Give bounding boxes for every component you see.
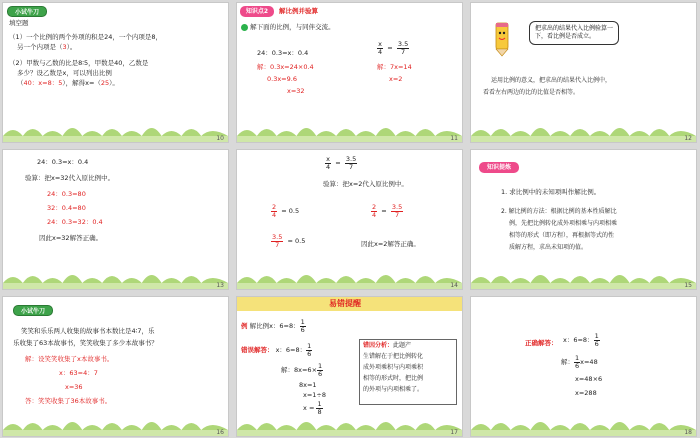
slide-11[interactable] <box>236 2 463 143</box>
wrong-answer-line: 错误解答： x：6=8： $\frac{1}{6}$ <box>241 342 312 358</box>
answer: 答：笑笑收集了36本故事书。 <box>25 397 112 405</box>
solution-2: x：63=4：7 <box>59 369 98 377</box>
right-solution-1: 解：7x=14 <box>377 63 412 71</box>
example-line: 例 解比例x：6=8： $\frac{1}{6}$ <box>241 318 305 334</box>
grass-decoration <box>471 265 696 283</box>
speech-bubble: 把求出的结果代入比例验算一 下，看比例是否成立。 <box>529 21 619 45</box>
point-2-line1: 2. 解比例的方法：根据比例的基本性质解比 <box>501 208 617 215</box>
grass-decoration <box>237 265 462 283</box>
correct-line-1: x：6=8： $\frac{1}{6}$ <box>563 332 599 348</box>
q2-line2: 多少？设乙数是x，可以列出比例 <box>17 69 112 77</box>
grass-decoration <box>3 265 228 283</box>
correct-line-3: x=48×6 <box>575 375 603 383</box>
equation: 24：0.3=x：0.4 <box>37 158 89 166</box>
point-2-line3: 相等的形式（即方程），再根据等式的性 <box>509 232 615 239</box>
slide-12[interactable] <box>470 2 697 143</box>
question-line2: 乐收集了63本故事书，笑笑收集了多少本故事书？ <box>13 339 158 347</box>
check-line: 验算：把x=2代入原比例中。 <box>323 180 408 188</box>
grass-decoration <box>471 412 696 430</box>
right-solution-2: x=2 <box>389 75 403 83</box>
footer-bar <box>237 430 462 436</box>
grass-decoration <box>237 118 462 136</box>
wrong-step-2: 8x=1 <box>299 381 317 389</box>
conclusion: 因此x=2解答正确。 <box>361 240 420 248</box>
instruction: 解下面的比例，与同伴交流。 <box>241 23 335 32</box>
grass-decoration <box>471 118 696 136</box>
analysis-line2: 生错解在于把比例转化 <box>363 353 424 360</box>
slide-15[interactable] <box>470 149 697 290</box>
point-2-line2: 例，先把比例转化成外项相乘与内项相乘 <box>509 220 618 227</box>
point-2-line4: 质解方程，求出未知项的值。 <box>509 244 588 251</box>
correct-answer-label: 正确解答： <box>525 339 558 347</box>
left-solution-3: x=32 <box>287 87 305 95</box>
page-number: 11 <box>450 135 458 142</box>
footer-bar <box>3 136 228 142</box>
grass-decoration <box>237 412 462 430</box>
page-number: 10 <box>216 135 224 142</box>
page-number: 15 <box>684 282 692 289</box>
check-b: $\frac{2}{4}$ = $\frac{3.5}{7}$ <box>372 203 403 219</box>
check-a: $\frac{2}{4}$ = 0.5 <box>272 203 300 219</box>
slide-10[interactable] <box>2 2 229 143</box>
point-1: 1. 求比例中的未知项叫作解比例。 <box>501 188 601 196</box>
footer-bar <box>237 136 462 142</box>
left-solution-2: 0.3x=9.6 <box>267 75 297 83</box>
bullet-icon <box>241 24 248 31</box>
check-c: $\frac{3.5}{7}$ = 0.5 <box>272 233 306 249</box>
q1-line2: 另一个内项是（3）。 <box>17 43 77 51</box>
right-equation: $\frac{x}{4}$ = $\frac{3.5}{7}$ <box>378 40 409 56</box>
slide-label: 小试牛刀 <box>13 305 53 316</box>
analysis-line5: 的外项与内项相乘了。 <box>363 386 424 393</box>
slide-13[interactable] <box>2 149 229 290</box>
q1-line1: （1）一个比例的两个外项的积是24，一个内项是8， <box>9 33 163 41</box>
page-number: 18 <box>684 429 692 436</box>
q2-line1: （2）甲数与乙数的比是8∶5，甲数是40，乙数是 <box>9 59 149 67</box>
slide-label: 小试牛刀 <box>7 6 47 17</box>
page-number: 12 <box>684 135 692 142</box>
page-number: 14 <box>450 282 458 289</box>
footer-bar <box>237 283 462 289</box>
analysis-line3: 成外项乘积与内项乘积 <box>363 364 424 371</box>
check-step-2: 32：0.4=80 <box>47 204 86 212</box>
body-line2: 看看左右两边的比的比值是否相等。 <box>483 89 580 96</box>
slide-16[interactable] <box>2 296 229 437</box>
wrong-step-4: x = $\frac{1}{8}$ <box>303 400 322 416</box>
slide-17[interactable] <box>236 296 463 437</box>
analysis-line4: 相等的形式时，把比例 <box>363 375 424 382</box>
check-step-1: 24：0.3=80 <box>47 190 86 198</box>
conclusion: 因此x=32解答正确。 <box>39 234 103 242</box>
grass-decoration <box>3 412 228 430</box>
solution-1: 解：设笑笑收集了x本故事书。 <box>25 355 114 363</box>
top-equation: $\frac{x}{4}$ = $\frac{3.5}{7}$ <box>326 155 357 171</box>
correct-line-4: x=288 <box>575 389 597 397</box>
wrong-step-3: x=1÷8 <box>303 391 327 399</box>
check-step-3: 24：0.3=32：0.4 <box>47 218 103 226</box>
slide-title: 填空题 <box>9 19 29 27</box>
slide-18[interactable] <box>470 296 697 437</box>
wrong-step-1: 解：8x=6× $\frac{1}{6}$ <box>281 362 323 378</box>
correct-line-2: 解： $\frac{1}{6}$ x=48 <box>561 354 598 370</box>
footer-bar <box>3 430 228 436</box>
check-line: 验算：把x=32代入原比例中。 <box>25 174 115 182</box>
slide-label: 知识点2 <box>240 6 274 17</box>
page-number: 17 <box>450 429 458 436</box>
q2-line3: （40：x=8：5），解得x=（25）。 <box>17 79 119 87</box>
solution-3: x=36 <box>65 383 83 391</box>
left-equation: 24：0.3=x：0.4 <box>257 49 309 57</box>
slide-label: 知识提炼 <box>479 162 519 173</box>
slide-14[interactable] <box>236 149 463 290</box>
page-number: 16 <box>216 429 224 436</box>
grass-decoration <box>3 118 228 136</box>
analysis-line1: 错因分析：此题产 <box>363 342 412 349</box>
footer-bar <box>471 283 696 289</box>
slide-heading: 解比例并验算 <box>279 7 318 15</box>
page-number: 13 <box>216 282 224 289</box>
footer-bar <box>471 430 696 436</box>
slide-title: 易错提醒 <box>329 299 361 308</box>
footer-bar <box>471 136 696 142</box>
pencil-mascot-icon <box>491 21 513 57</box>
body-line1: 运用比例的意义，把求出的结果代入比例中， <box>491 77 612 84</box>
footer-bar <box>3 283 228 289</box>
question-line1: 笑笑和乐乐两人收集的故事书本数比是4∶7，乐 <box>21 327 155 335</box>
left-solution-1: 解：0.3x=24×0.4 <box>257 63 314 71</box>
